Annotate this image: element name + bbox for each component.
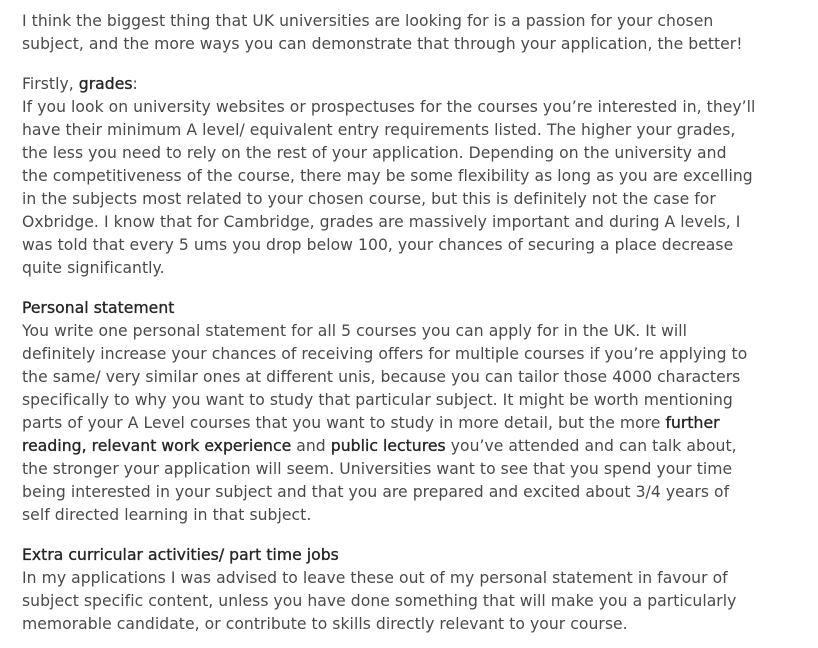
- grades-line: the competitiveness of the course, there may be some flexibility as long as you are excelling: [22, 167, 753, 185]
- intro-line: subject, and the more ways you can demonstrate that through your application, the better!: [22, 35, 743, 53]
- intro-line: I think the biggest thing that UK universities are looking for is a passion for your chosen: [22, 12, 714, 30]
- personal-statement-line: [22, 412, 812, 435]
- grades-line: in the subjects most related to your chosen course, but this is definitely not the case for: [22, 190, 716, 208]
- extra-curricular-line: subject specific content, unless you have done something that will make you a particularly: [22, 592, 737, 610]
- personal-statement-line: [22, 435, 812, 458]
- extra-curricular-heading: Extra curricular activities/ part time jobs: [22, 546, 339, 564]
- extra-curricular-paragraph: [22, 544, 812, 636]
- personal-statement-heading: Personal statement: [22, 299, 175, 317]
- grades-line: have their minimum A level/ equivalent entry requirements listed. The higher your grades,: [22, 121, 736, 139]
- personal-statement-line: self directed learning in that subject.: [22, 506, 312, 524]
- personal-statement-line: the stronger your application will seem. Universities want to see that you spend your time: [22, 460, 733, 478]
- grades-suffix: :: [132, 75, 138, 93]
- extra-curricular-line: memorable candidate, or contribute to skills directly relevant to your course.: [22, 615, 628, 633]
- personal-statement-text: and: [291, 437, 331, 455]
- grades-line: quite significantly.: [22, 259, 165, 277]
- public-lectures-emphasis: public lectures: [330, 437, 446, 455]
- personal-statement-paragraph: [22, 297, 812, 527]
- article-body: [22, 10, 812, 636]
- personal-statement-text: you’ve attended and can talk about,: [445, 437, 737, 455]
- grades-heading-line: [22, 73, 812, 96]
- personal-statement-line: being interested in your subject and that you are prepared and excited about 3/4 years of: [22, 483, 730, 501]
- personal-statement-line: specifically to why you want to study that particular subject. It might be worth mentioning: [22, 391, 733, 409]
- personal-statement-line: the same/ very similar ones at different unis, because you can tailor those 4000 characters: [22, 368, 741, 386]
- grades-line: was told that every 5 ums you drop below 100, your chances of securing a place decrease: [22, 236, 734, 254]
- grades-label: grades: [78, 75, 133, 93]
- personal-statement-line: You write one personal statement for all 5 courses you can apply for in the UK. It will: [22, 322, 688, 340]
- personal-statement-text: parts of your A Level courses that you want to study in more detail, but the more: [22, 414, 666, 432]
- intro-paragraph: [22, 10, 812, 56]
- grades-prefix: Firstly,: [22, 75, 79, 93]
- extra-curricular-line: In my applications I was advised to leave these out of my personal statement in favour of: [22, 569, 728, 587]
- personal-statement-line: definitely increase your chances of receiving offers for multiple courses if you’re applying to: [22, 345, 748, 363]
- grades-line: Oxbridge. I know that for Cambridge, grades are massively important and during A levels, I: [22, 213, 741, 231]
- grades-line: the less you need to rely on the rest of your application. Depending on the university and: [22, 144, 727, 162]
- work-experience-emphasis: reading, relevant work experience: [22, 437, 292, 455]
- further-reading-emphasis: further: [665, 414, 720, 432]
- grades-paragraph: [22, 73, 812, 280]
- grades-line: If you look on university websites or prospectuses for the courses you’re interested in, they’ll: [22, 98, 756, 116]
